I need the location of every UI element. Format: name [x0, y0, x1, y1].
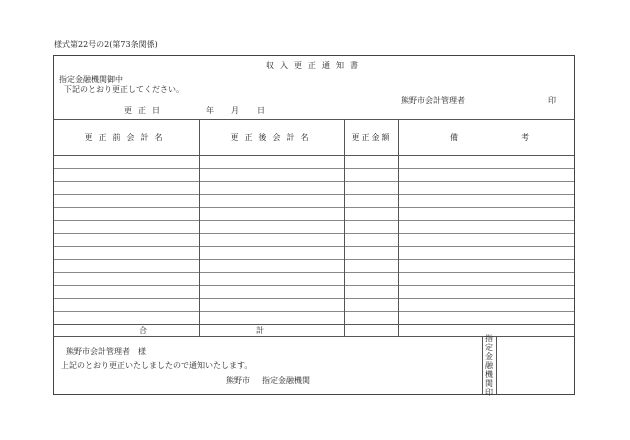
table-row: [54, 207, 574, 208]
col-remarks-2: 考: [521, 133, 529, 142]
col-divider-3: [398, 119, 399, 336]
total-top-rule: [54, 324, 574, 325]
table-row: [54, 181, 574, 182]
form-title: 収入更正通知書: [266, 61, 364, 70]
date-month: 月: [231, 106, 239, 115]
col-before-account: 更正前会計名: [84, 133, 169, 142]
seal-divider-right: [496, 336, 497, 394]
total-label-1: 合: [139, 326, 147, 335]
table-top-rule: [54, 119, 574, 120]
table-row: [54, 311, 574, 312]
table-row: [54, 246, 574, 247]
header-bottom-rule: [54, 155, 574, 156]
reply-addressee: 熊野市会計管理者 様: [66, 347, 146, 356]
date-year: 年: [206, 106, 214, 115]
notice-form: [53, 55, 575, 395]
seal-divider-left: [482, 336, 483, 394]
table-row: [54, 298, 574, 299]
col-divider-1: [199, 119, 200, 336]
sender-seal-mark: 印: [548, 96, 556, 105]
table-row: [54, 259, 574, 260]
col-divider-2: [344, 119, 345, 336]
table-row: [54, 220, 574, 221]
table-row: [54, 272, 574, 273]
table-row: [54, 194, 574, 195]
total-label-2: 計: [256, 326, 264, 335]
addressee: 指定金融機関御中: [59, 75, 123, 84]
col-amount: 更正金額: [351, 133, 392, 142]
form-code: 様式第22号の2(第73条関係): [54, 40, 158, 49]
reply-message: 上記のとおり更正いたしましたので通知いたします。: [61, 361, 253, 370]
reply-city: 熊野市: [226, 376, 250, 385]
col-remarks-1: 備: [450, 133, 458, 142]
sender-name: 熊野市会計管理者: [401, 96, 465, 105]
col-after-account: 更正後会計名: [230, 133, 315, 142]
reply-institution: 指定金融機関: [262, 376, 310, 385]
table-row: [54, 168, 574, 169]
table-row: [54, 285, 574, 286]
date-day: 日: [257, 106, 265, 115]
table-row: [54, 233, 574, 234]
instruction: 下記のとおり更正してください。: [64, 85, 184, 94]
correction-date-label: 更正日: [124, 106, 166, 115]
institution-seal-box-label: 指定金融機関印: [485, 334, 493, 397]
